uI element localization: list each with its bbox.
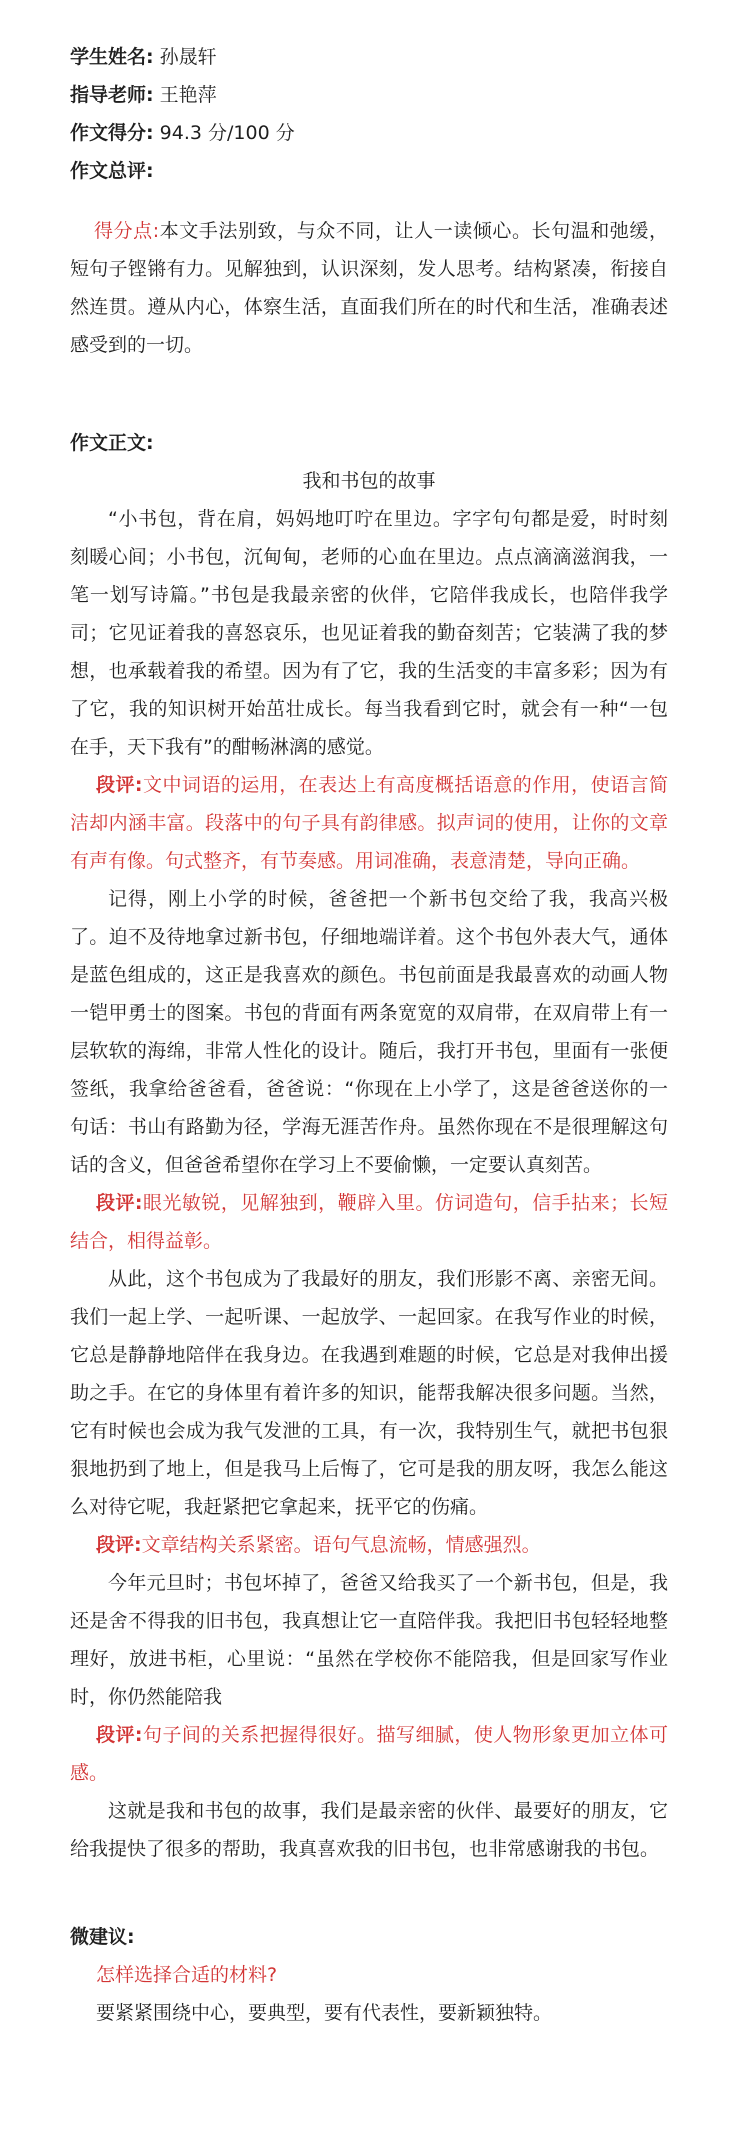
score-label: 作文得分: [70, 122, 154, 144]
essay-paragraph-1: “小书包，背在肩，妈妈地叮咛在里边。字字句句都是爱，时时刻刻暖心间；小书包，沉甸甸，老师的心血在里边。点点滴滴滋润我，一笔一划写诗篇。”书包是我最亲密的伙伴，它陪伴我成长，也陪伴我学司；它见证着我的喜怒哀乐，也见证着我的勤奋刻苦；它装满了我的梦想，也承载着我的希望。因为有了它，我的生活变的丰富多彩；因为有了它，我的知识树开始茁壮成长。每当我看到它时，就会有一种“一包在手，天下我有”的酣畅淋漓的感觉。 [70, 508, 668, 758]
essay-heading: 作文正文: [70, 432, 154, 454]
score-value: 94.3 分/100 分 [159, 122, 295, 144]
paragraph-comment-1 [70, 766, 668, 880]
essay-page [70, 38, 668, 2032]
comment-label: 段评: [96, 1192, 143, 1214]
score-points-text: 本文手法别致，与众不同，让人一读倾心。长句温和弛缓，短句子铿锵有力。见解独到，认识深刻，发人思考。结构紧凑，衔接自然连贯。遵从内心，体察生活，直面我们所在的时代和生活，准确表述感受到的一切。 [70, 220, 668, 356]
comment-text: 文章结构关系紧密。语句气息流畅，情感强烈。 [141, 1534, 541, 1556]
comment-label: 段评: [96, 774, 143, 796]
suggestion-heading: 微建议: [70, 1926, 135, 1948]
essay-paragraph-5: 这就是我和书包的故事，我们是最亲密的伙伴、最要好的朋友，它给我提快了很多的帮助，我真喜欢我的旧书包，也非常感谢我的书包。 [70, 1800, 668, 1860]
student-name-value: 孙晟轩 [159, 46, 217, 68]
overall-review [70, 212, 668, 364]
suggestion-question: 怎样选择合适的材料? [96, 1964, 278, 1986]
comment-text: 句子间的关系把握得很好。描写细腻，使人物形象更加立体可感。 [70, 1724, 668, 1784]
essay-paragraph-3: 从此，这个书包成为了我最好的朋友，我们形影不离、亲密无间。我们一起上学、一起听课、一起放学、一起回家。在我写作业的时候，它总是静静地陪伴在我身边。在我遇到难题的时候，它总是对我伸出援助之手。在它的身体里有着许多的知识，能帮我解决很多问题。当然，它有时候也会成为我气发泄的工具，有一次，我特别生气，就把书包狠狠地扔到了地上，但是我马上后悔了，它可是我的朋友呀，我怎么能这么对待它呢，我赶紧把它拿起来，抚平它的伤痛。 [70, 1268, 668, 1518]
essay-paragraph-4: 今年元旦时；书包坏掉了，爸爸又给我买了一个新书包，但是，我还是舍不得我的旧书包，我真想让它一直陪伴我。我把旧书包轻轻地整理好，放进书柜，心里说：“虽然在学校你不能陪我，但是回家写作业时，你仍然能陪我 [70, 1572, 668, 1708]
score-row [70, 114, 668, 152]
paragraph-comment-4 [70, 1716, 668, 1792]
teacher-row [70, 76, 668, 114]
essay-title: 我和书包的故事 [302, 470, 436, 492]
comment-text: 文中词语的运用，在表达上有高度概括语意的作用，使语言简洁却内涵丰富。段落中的句子具有韵律感。拟声词的使用，让你的文章有声有像。句式整齐，有节奏感。用词准确，表意清楚，导向正确。 [70, 774, 668, 872]
comment-label: 段评: [96, 1534, 142, 1556]
comment-label: 段评: [96, 1724, 143, 1746]
student-name-row [70, 38, 668, 76]
comment-text: 眼光敏锐，见解独到，鞭辟入里。仿词造句，信手拈来；长短结合，相得益彰。 [70, 1192, 668, 1252]
paragraph-comment-3 [70, 1526, 668, 1564]
review-label: 作文总评: [70, 160, 154, 182]
teacher-label: 指导老师: [70, 84, 154, 106]
student-name-label: 学生姓名: [70, 46, 154, 68]
review-row [70, 152, 668, 190]
suggestion-answer: 要紧紧围绕中心，要典型，要有代表性，要新颖独特。 [96, 2002, 553, 2024]
score-points-label: 得分点: [94, 220, 160, 242]
paragraph-comment-2 [70, 1184, 668, 1260]
essay-paragraph-2: 记得，刚上小学的时候，爸爸把一个新书包交给了我，我高兴极了。迫不及待地拿过新书包，仔细地端详着。这个书包外表大气，通体是蓝色组成的，这正是我喜欢的颜色。书包前面是我最喜欢的动画人物一铠甲勇士的图案。书包的背面有两条宽宽的双肩带，在双肩带上有一层软软的海绵，非常人性化的设计。随后，我打开书包，里面有一张便签纸，我拿给爸爸看，爸爸说：“你现在上小学了，这是爸爸送你的一句话：书山有路勤为径，学海无涯苦作舟。虽然你现在不是很理解这句话的含义，但爸爸希望你在学习上不要偷懒，一定要认真刻苦。 [70, 888, 668, 1176]
teacher-value: 王艳萍 [159, 84, 217, 106]
